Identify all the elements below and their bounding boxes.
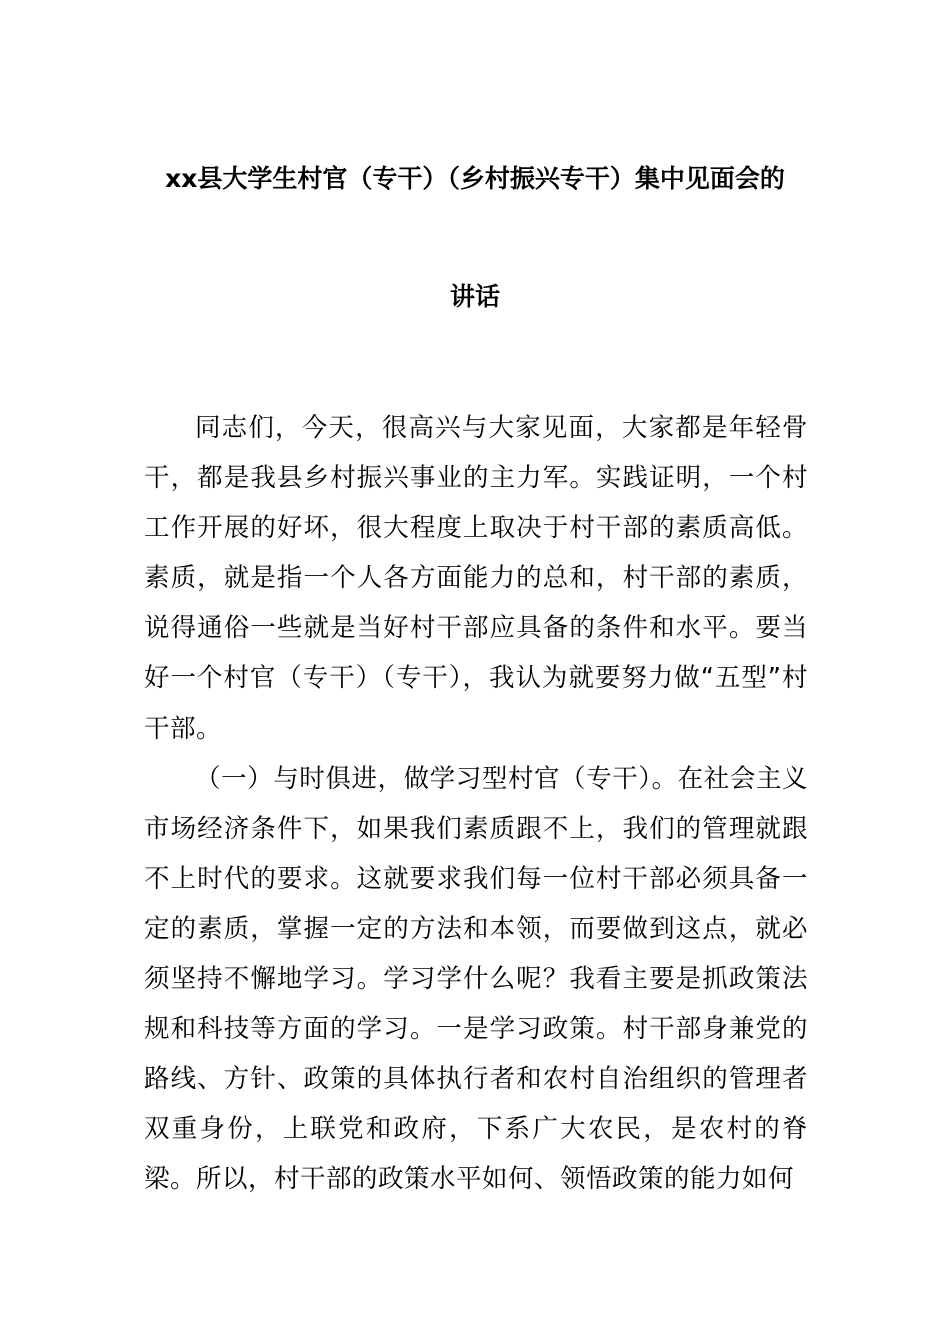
- document-title-line-2: 讲话: [449, 282, 500, 311]
- document-title-line-1: xx县大学生村官（专干）（乡村振兴专干）集中见面会的: [165, 164, 785, 193]
- body-paragraph-section-1: （一）与时俱进，做学习型村官（专干）。在社会主义市场经济条件下，如果我们素质跟不上，我们的管理就跟不上时代的要求。这就要求我们每一位村干部必须具备一定的素质，掌握一定的方法和本领，而要做到这点，就必须坚持不懈地学习。学习学什么呢？我看主要是抓政策法规和科技等方面的学习。一是学习政策。村干部身兼党的路线、方针、政策的具体执行者和农村自治组织的管理者双重身份，上联党和政府，下系广大农民，是农村的脊梁。所以，村干部的政策水平如何、领悟政策的能力如何: [144, 763, 808, 1195]
- document-body: [144, 403, 808, 1205]
- body-paragraph-intro: 同志们，今天，很高兴与大家见面，大家都是年轻骨干，都是我县乡村振兴事业的主力军。实践证明，一个村工作开展的好坏，很大程度上取决于村干部的素质高低。素质，就是指一个人各方面能力的总和，村干部的素质，说得通俗一些就是当好村干部应具备的条件和水平。要当好一个村官（专干）（专干），我认为就要努力做“五型”村干部。: [144, 413, 808, 744]
